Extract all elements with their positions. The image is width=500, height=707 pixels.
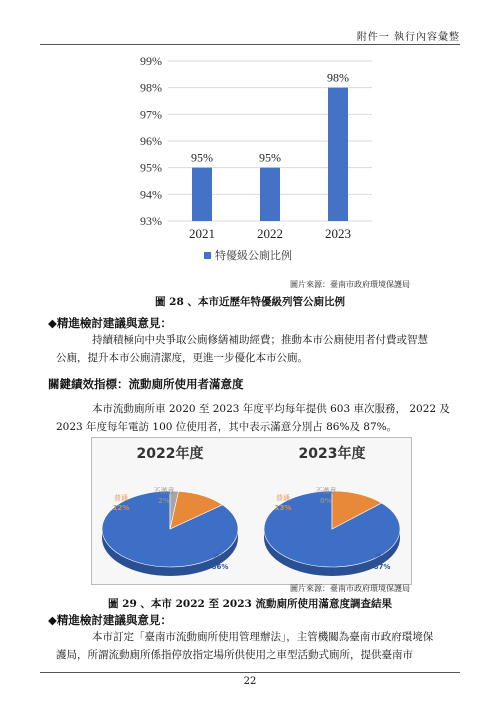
section3-paragraph xyxy=(56,628,450,664)
slice-label: 滿意 xyxy=(375,553,389,561)
section2-paragraph xyxy=(56,400,450,436)
slice-label: 普通 xyxy=(114,494,128,502)
y-tick-label: 94% xyxy=(140,187,162,202)
slice-label: 不滿意 xyxy=(315,487,337,495)
pie-title: 2023年度 xyxy=(298,446,366,462)
pie-title: 2022年度 xyxy=(136,446,204,462)
bar xyxy=(260,168,280,221)
slice-value: 2% xyxy=(158,497,170,505)
slice-value: 13% xyxy=(274,504,292,512)
slice-value: 12% xyxy=(112,504,130,512)
header-rule xyxy=(40,44,460,45)
footer-rule xyxy=(40,672,460,673)
bar xyxy=(192,168,212,221)
x-tick-label: 2021 xyxy=(189,226,215,241)
y-tick-label: 93% xyxy=(140,214,162,228)
data-label: 95% xyxy=(259,150,281,165)
slice-label: 普通 xyxy=(276,494,290,502)
pie-charts-svg xyxy=(92,438,411,584)
pie-chart-1 xyxy=(102,445,238,576)
section2-line2: 2023 年度每年電訪 100 位使用者，其中表示滿意分別占 86%及 87%。 xyxy=(56,421,398,433)
section1-heading: ◆精進檢討建議與意見： xyxy=(48,316,172,330)
bar-chart-svg xyxy=(120,50,380,282)
slice-value: 0% xyxy=(320,497,332,505)
chart2-source: 圖片來源：臺南市政府環境保護局 xyxy=(290,584,410,593)
bar-chart xyxy=(120,50,380,282)
slice-value: 87% xyxy=(373,563,391,571)
y-tick-label: 98% xyxy=(140,80,162,95)
bar xyxy=(328,88,348,221)
y-tick-label: 96% xyxy=(140,134,162,148)
section2-line1: 本市流動廁所車 2020 至 2023 年度平均每年提供 603 車次服務， 2022 及 xyxy=(92,403,450,415)
data-label: 95% xyxy=(191,150,213,165)
section1-line2: 公廁，提升本市公廁清潔度，更進一步優化本市公廁。 xyxy=(56,352,308,364)
slice-label: 滿意 xyxy=(213,553,227,561)
legend-swatch xyxy=(204,252,211,259)
page-number: 22 xyxy=(243,676,257,687)
pie-chart-2 xyxy=(264,445,400,576)
chart1-caption: 圖 28 、本市近歷年特優級列管公廁比例 xyxy=(155,296,345,308)
section3-heading: ◆精進檢討建議與意見： xyxy=(48,613,172,627)
section1-line1: 持續積極向中央爭取公廁修繕補助經費；推動本市公廁使用者付費或智慧 xyxy=(92,334,428,346)
section2-heading: 關鍵績效指標：流動廁所使用者滿意度 xyxy=(48,377,244,391)
section1-paragraph xyxy=(56,331,450,367)
y-tick-label: 99% xyxy=(140,54,162,68)
x-tick-label: 2023 xyxy=(325,226,351,241)
slice-label: 不滿意 xyxy=(153,487,175,495)
legend-label: 特優級公廁比例 xyxy=(215,249,292,262)
chart2-caption: 圖 29 、本市 2022 至 2023 流動廁所使用滿意度調查結果 xyxy=(108,598,392,610)
slice-value: 86% xyxy=(211,563,229,571)
page-header: 附件一 執行內容彙整 xyxy=(356,32,460,43)
section3-line1: 本市訂定「臺南市流動廁所使用管理辦法」，主管機關為臺南市政府環境保 xyxy=(92,631,434,643)
pie-charts xyxy=(91,437,412,585)
y-tick-label: 97% xyxy=(140,107,162,122)
section3-line2: 護局，所謂流動廁所係指停放指定場所供使用之車型活動式廁所，提供臺南市 xyxy=(56,649,413,661)
x-tick-label: 2022 xyxy=(257,226,283,241)
y-tick-label: 95% xyxy=(140,160,162,175)
data-label: 98% xyxy=(327,70,349,85)
chart1-source: 圖片來源：臺南市政府環境保護局 xyxy=(290,280,410,289)
